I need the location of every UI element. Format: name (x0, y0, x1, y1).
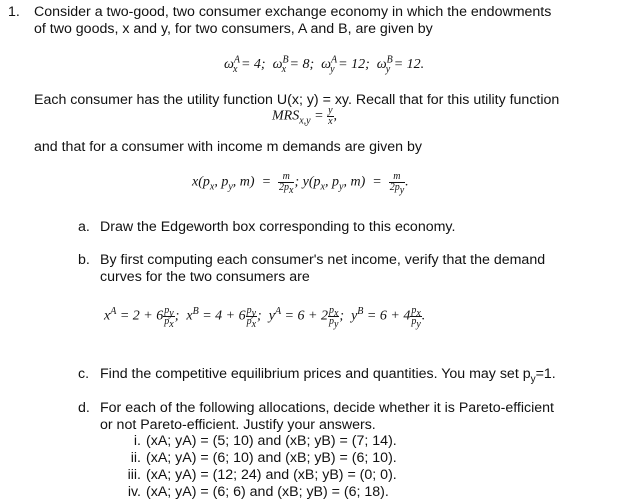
endowments-formula: $\omega^A_x = 4$; $\omega^B_x = 8$; $\omega^A_y = 12$; $\omega^B_y = 12$. (224, 54, 425, 75)
mrs-numerator: y (328, 105, 333, 116)
endowment-ya: 12 (351, 57, 366, 72)
mrs-label: MRS (272, 108, 300, 124)
allocation-4-numeral: iv. (127, 484, 141, 500)
part-b-letter: b. (78, 252, 90, 268)
demand-formula: $x(p_x$, $p_y$, m) = $\frac{m}{2p_x}$ ; $y(p_x$, $p_y$, m) = $\frac{m}{2p_y}$ . (192, 171, 409, 196)
utility-line: Each consumer has the utility function U(x; y) = xy. Recall that for this utility function (34, 92, 560, 108)
part-a-text: Draw the Edgeworth box corresponding to this economy. (100, 219, 456, 235)
mrs-formula: $MRS_{x,y}$ = $\frac{y}{x}$ , (272, 105, 338, 127)
part-d-text: For each of the following allocations, decide whether it is Pareto-efficient (100, 400, 554, 416)
allocation-2-numeral: ii. (130, 450, 141, 466)
allocation-3-text: (xA; yA) = (12; 24) and (xB; yB) = (0; 0). (146, 467, 397, 483)
income-line: and that for a consumer with income m demands are given by (34, 139, 422, 155)
endowment-xa: 4 (253, 57, 261, 72)
part-b-text: By first computing each consumer's net income, verify that the demand (100, 252, 546, 268)
allocation-1-numeral: i. (133, 433, 141, 449)
part-b-text-2: curves for the two consumers are (100, 269, 310, 285)
mrs-subscript: x,y (299, 115, 311, 127)
allocation-4-text: (xA; yA) = (6; 6) and (xB; yB) = (6; 18). (146, 484, 389, 500)
part-c-text: Find the competitive equilibrium prices and quantities. You may set $p_y=1$. (100, 366, 556, 385)
endowment-yb: 12 (406, 57, 421, 72)
question-number: 1. (8, 4, 20, 20)
part-d-text-2: or not Pareto-efficient. Justify your answers. (100, 417, 376, 433)
endowment-xb: 8 (302, 57, 310, 72)
intro-line-2: of two goods, x and y, for two consumers, A and B, are given by (34, 21, 433, 37)
intro-line-1: Consider a two-good, two consumer exchange economy in which the endowments (34, 4, 552, 20)
demand-curves-formula: $x^A = 2 + 6$ $\frac{p_y}{p_x}$ ; $x^B = 4 + 6$ $\frac{p_y}{p_x}$ ; $y^A = 6 + 2$ $\frac{p_x}{p_y}$ ; $y^B = 6 + 4$ $\frac{p_x}{p_y}$ . (104, 305, 426, 330)
allocation-1-text: (xA; yA) = (5; 10) and (xB; yB) = (7; 14). (146, 433, 397, 449)
allocation-2-text: (xA; yA) = (6; 10) and (xB; yB) = (6; 10). (146, 450, 397, 466)
mrs-denominator: x (328, 116, 333, 127)
part-c-letter: c. (78, 366, 90, 382)
part-a-letter: a. (78, 219, 90, 235)
part-d-letter: d. (78, 400, 90, 416)
allocation-3-numeral: iii. (127, 467, 141, 483)
